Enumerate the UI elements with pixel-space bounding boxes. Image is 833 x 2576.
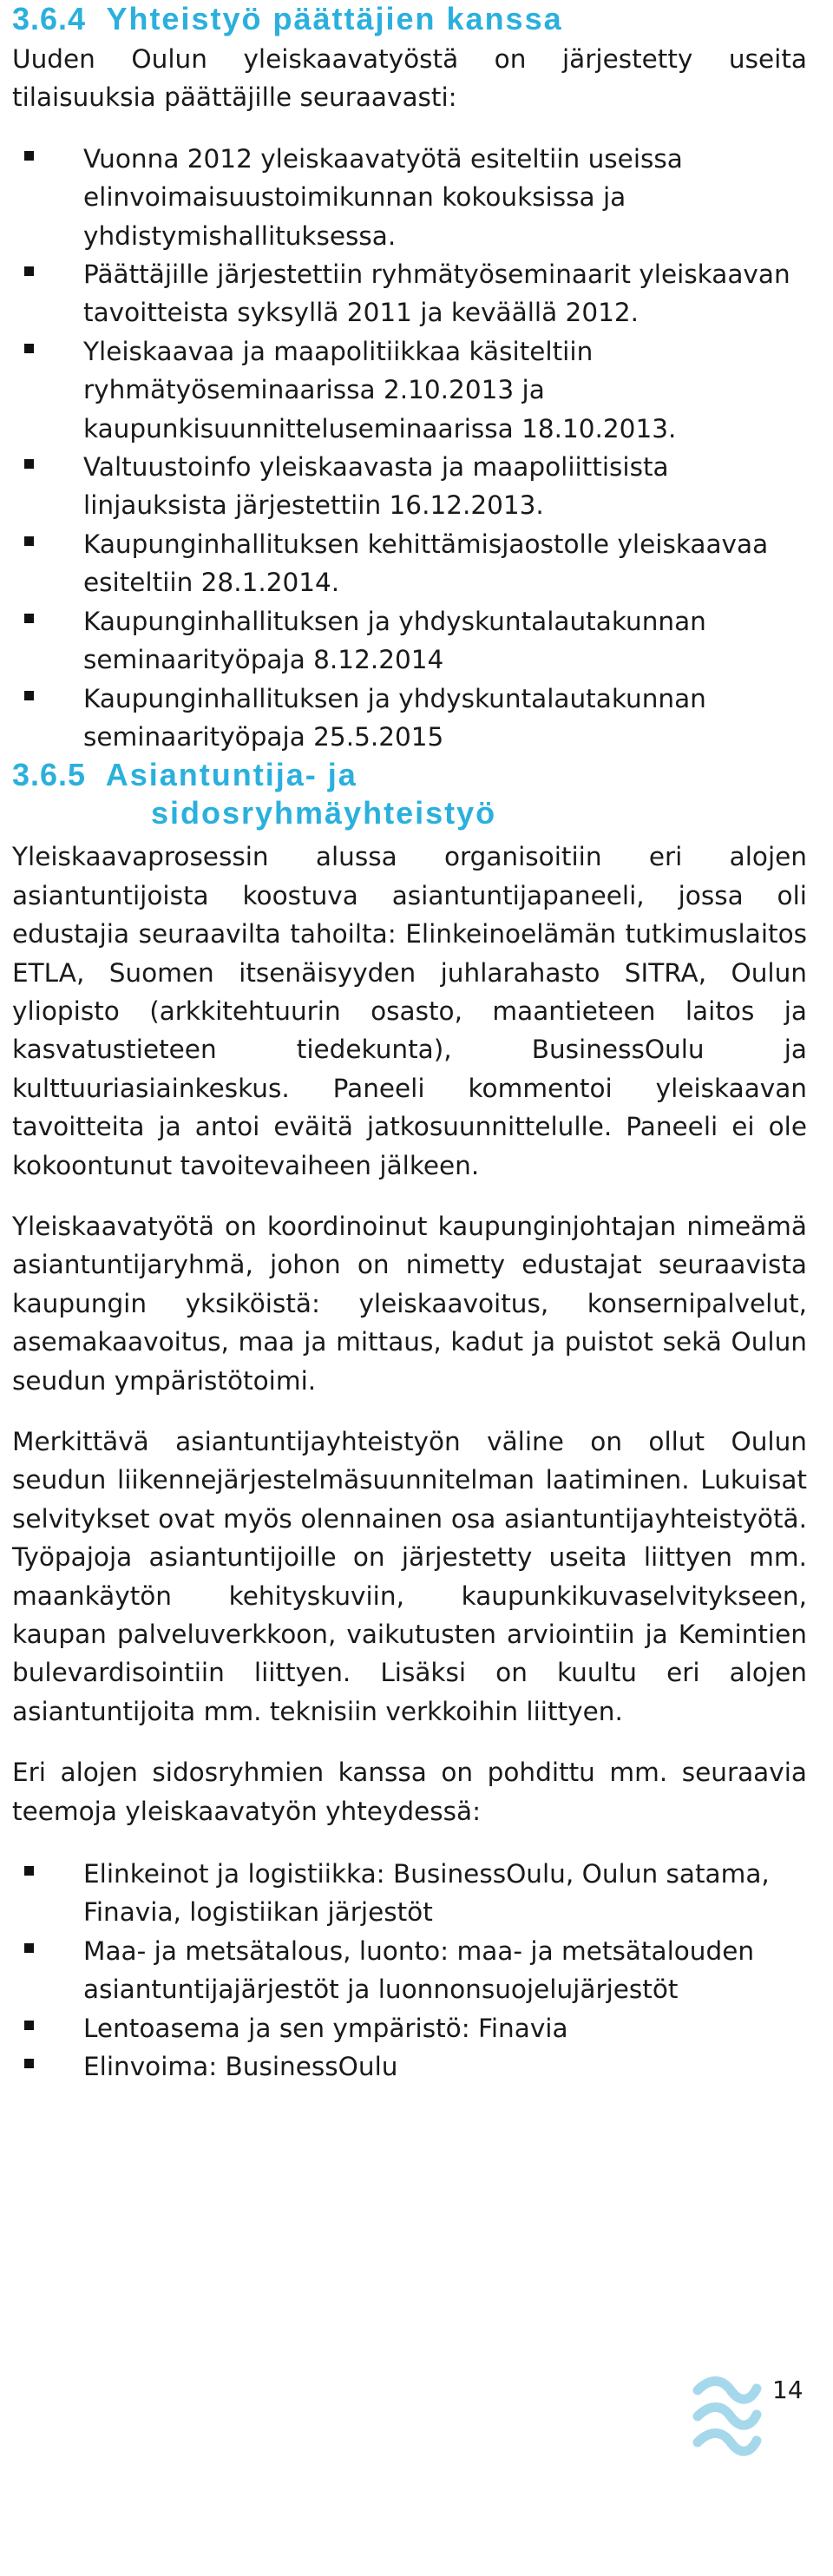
list-item bbox=[12, 525, 807, 602]
list-item-text: Maa- ja metsätalous, luonto: maa- ja metsätalouden asiantuntijajärjestöt ja luonnonsuojelujärjestöt bbox=[83, 1935, 755, 2005]
paragraph-cooperation-tools: Merkittävä asiantuntijayhteistyön väline on ollut Oulun seudun liikennejärjestelmäsuunnitelman laatiminen. Lukuisat selvitykset ovat myös olennainen osa asiantuntijayhteistyötä. Työpajoja asiantuntijoille on järjestetty useita liittyen mm. maankäytön kehityskuviin, kaupunkikuvaselvitykseen, kaupan palveluverkkoon, vaikutusten arviointiin ja Kemintien bulevardisointiin liittyen. Lisäksi on kuultu eri alojen asiantuntijoita mm. teknisiin verkkoihin liittyen. bbox=[12, 1427, 807, 1726]
square-bullet-icon bbox=[24, 151, 34, 161]
list-item-text: Kaupunginhallituksen ja yhdyskuntalautakunnan seminaarityöpaja 8.12.2014 bbox=[83, 606, 706, 675]
list-item-text: Kaupunginhallituksen ja yhdyskuntalautakunnan seminaarityöpaja 25.5.2015 bbox=[83, 683, 706, 752]
section-title-line-1: Asiantuntija- ja bbox=[105, 757, 357, 793]
list-item bbox=[12, 1855, 807, 1932]
list-item bbox=[12, 448, 807, 525]
paragraph-stakeholder-themes: Eri alojen sidosryhmien kanssa on pohdittu mm. seuraavia teemoja yleiskaavatyön yhteydessä: bbox=[12, 1758, 807, 1826]
section-title-line-2: sidosryhmäyhteistyö bbox=[151, 795, 497, 831]
list-item-text: Lentoasema ja sen ympäristö: Finavia bbox=[83, 2013, 568, 2043]
list-item bbox=[12, 680, 807, 757]
list-item-text: Päättäjille järjestettiin ryhmätyöseminaarit yleiskaavan tavoitteista syksyllä 2011 ja keväällä 2012. bbox=[83, 260, 790, 328]
bullet-list-stakeholders bbox=[12, 1855, 807, 2086]
paragraph-expert-group: Yleiskaavatyötä on koordinoinut kaupunginjohtajan nimeämä asiantuntijaryhmä, johon on nimetty edustajat seuraavista kaupungin yksiköistä: yleiskaavoitus, konsernipalvelut, asemakaavoitus, maa ja mittaus, kadut ja puistot sekä Oulun seudun ympäristötoimi. bbox=[12, 1211, 807, 1396]
square-bullet-icon bbox=[24, 459, 34, 469]
square-bullet-icon bbox=[24, 536, 34, 546]
square-bullet-icon bbox=[24, 266, 34, 276]
square-bullet-icon bbox=[24, 1943, 34, 1953]
section-heading-3-6-4 bbox=[12, 0, 807, 38]
square-bullet-icon bbox=[24, 1866, 34, 1876]
list-item bbox=[12, 2047, 807, 2086]
section-number: 3.6.5 bbox=[12, 757, 87, 793]
square-bullet-icon bbox=[24, 2021, 34, 2030]
list-item-text: Kaupunginhallituksen kehittämisjaostolle yleiskaavaa esiteltiin 28.1.2014. bbox=[83, 529, 769, 598]
list-item bbox=[12, 1932, 807, 2009]
section-intro: Uuden Oulun yleiskaavatyöstä on järjestetty useita tilaisuuksia päättäjille seuraavasti: bbox=[12, 44, 807, 113]
list-item-text: Vuonna 2012 yleiskaavatyötä esiteltiin useissa elinvoimaisuustoimikunnan kokouksissa ja yhdistymishallituksessa. bbox=[83, 143, 683, 251]
list-item-text: Elinkeinot ja logistiikka: BusinessOulu, Oulun satama, Finavia, logistiikan järjestöt bbox=[83, 1859, 770, 1928]
page-number: 14 bbox=[772, 2376, 803, 2404]
square-bullet-icon bbox=[24, 2059, 34, 2068]
list-item bbox=[12, 140, 807, 255]
list-item-text: Elinvoima: BusinessOulu bbox=[83, 2052, 398, 2082]
square-bullet-icon bbox=[24, 614, 34, 623]
list-item bbox=[12, 2009, 807, 2047]
list-item-text: Yleiskaavaa ja maapolitiikkaa käsiteltiin ryhmätyöseminaarissa 2.10.2013 ja kaupunkisuunnitteluseminaarissa 18.10.2013. bbox=[83, 336, 677, 444]
list-item-text: Valtuustoinfo yleiskaavasta ja maapoliittisista linjauksista järjestettiin 16.12.2013. bbox=[83, 452, 669, 521]
section-heading-3-6-5 bbox=[12, 756, 807, 832]
document-page bbox=[12, 0, 807, 2086]
section-number: 3.6.4 bbox=[12, 1, 87, 36]
bullet-list-decision-makers bbox=[12, 140, 807, 757]
square-bullet-icon bbox=[24, 344, 34, 353]
wave-logo-icon bbox=[691, 2373, 762, 2470]
paragraph-expert-panel: Yleiskaavaprosessin alussa organisoitiin eri alojen asiantuntijoista koostuva asiantuntijapaneeli, jossa oli edustajia seuraavilta tahoilta: Elinkeinoelämän tutkimuslaitos ETLA, Suomen itsenäisyyden juhlarahasto SITRA, Oulun yliopisto (arkkitehtuurin osasto, maantieteen laitos ja kasvatustieteen tiedekunta), BusinessOulu ja kulttuuriasiainkeskus. Paneeli kommentoi yleiskaavan tavoitteita ja antoi eväitä jatkosuunnittelulle. Paneeli ei ole kokoontunut tavoitevaiheen jälkeen. bbox=[12, 842, 807, 1180]
list-item bbox=[12, 255, 807, 332]
square-bullet-icon bbox=[24, 691, 34, 700]
list-item bbox=[12, 332, 807, 448]
list-item bbox=[12, 602, 807, 680]
section-title: Yhteistyö päättäjien kanssa bbox=[106, 1, 563, 36]
